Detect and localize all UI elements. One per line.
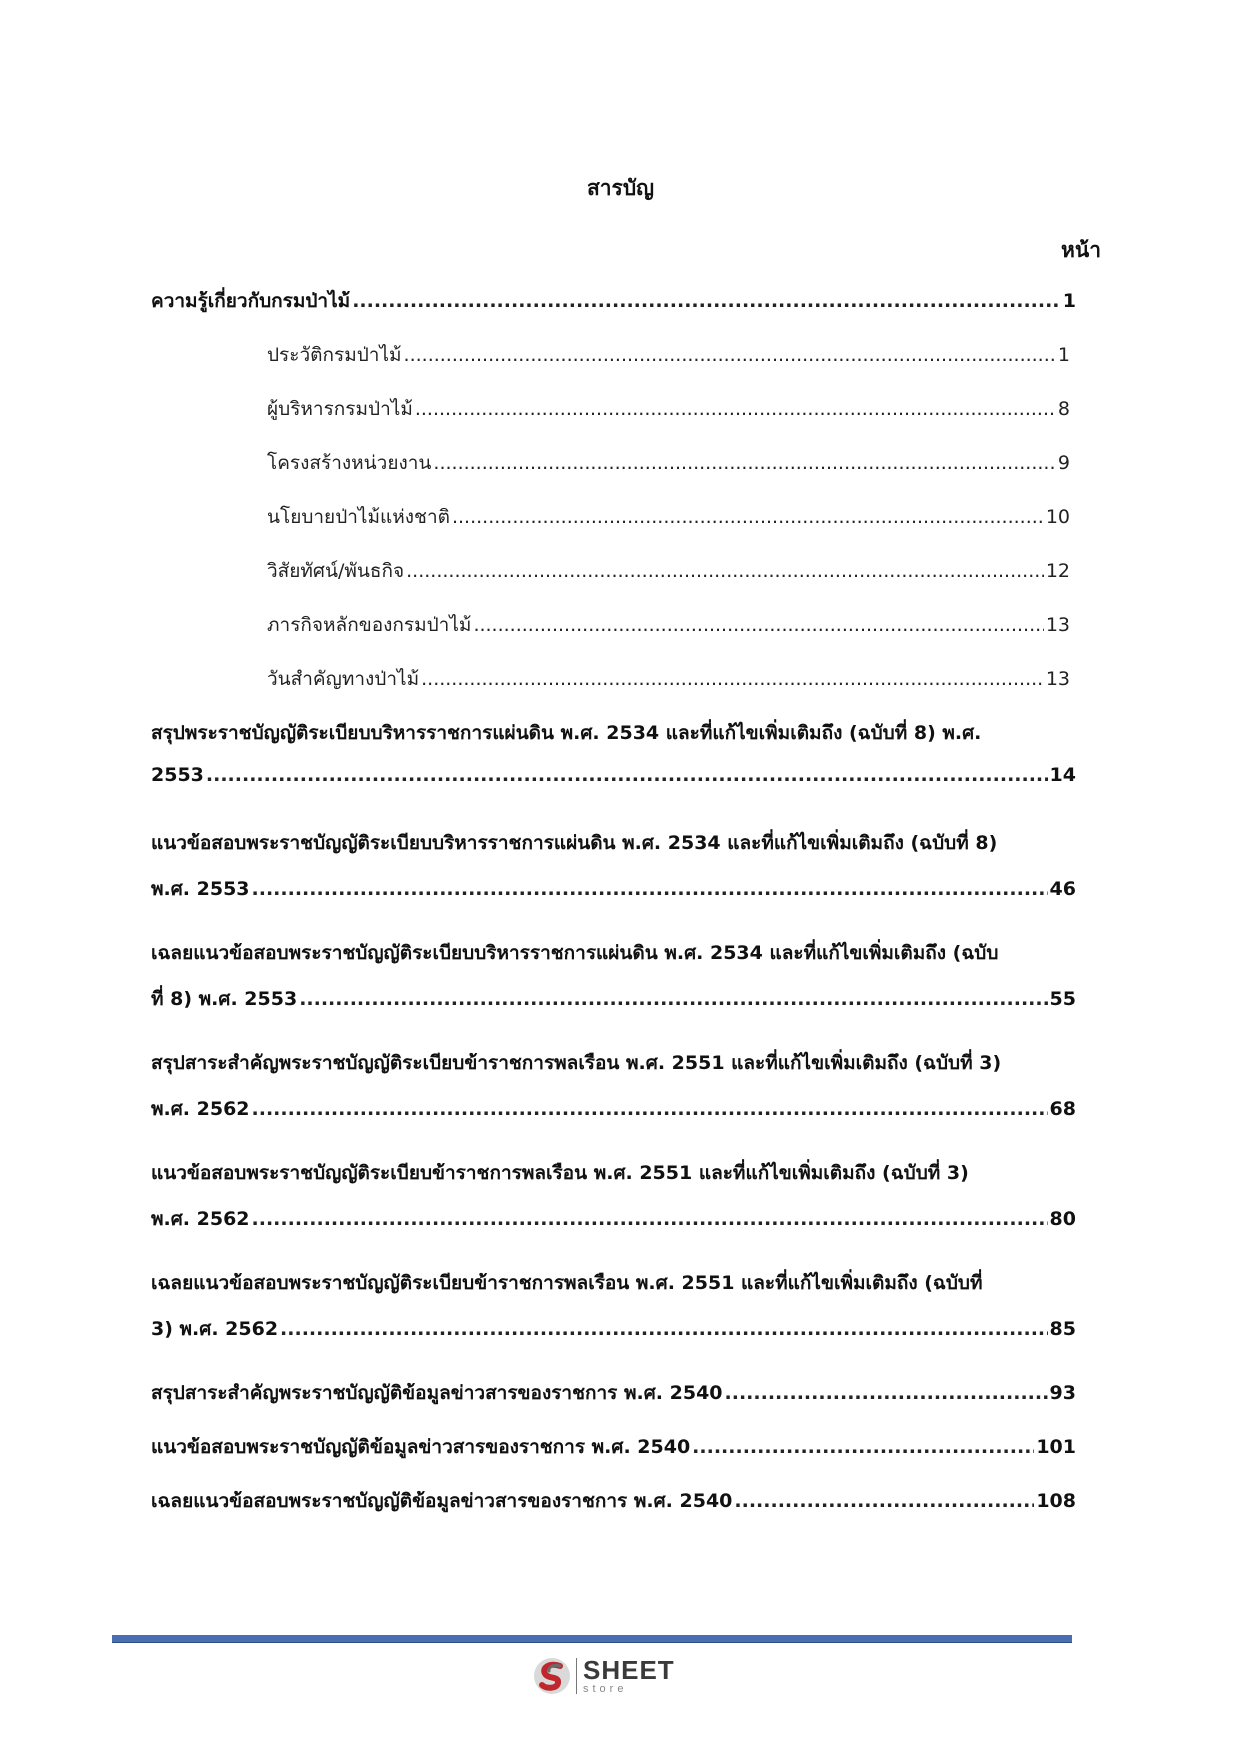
toc-sub-entry [267, 556, 1070, 602]
toc-page-number: 8 [1057, 398, 1070, 420]
toc-entry-title: สรุปสาระสำคัญพระราชบัญญัติระเบียบข้าราชการพลเรือน พ.ศ. 2551 และที่แก้ไขเพิ่มเติมถึง (ฉบับที่ 3) [151, 1052, 1002, 1074]
toc-entry-title: ผู้บริหารกรมป่าไม้ [267, 398, 413, 420]
toc-entry-title: ความรู้เกี่ยวกับกรมป่าไม้ [151, 290, 351, 312]
dot-leader [252, 878, 1048, 900]
logo-separator [576, 1658, 577, 1694]
toc-sub-entry [267, 448, 1070, 494]
footer-rule [112, 1635, 1072, 1643]
dot-leader [406, 560, 1044, 582]
toc-entry-title: วันสำคัญทางป่าไม้ [267, 668, 420, 690]
toc-entry-title: เฉลยแนวข้อสอบพระราชบัญญัติระเบียบบริหารราชการแผ่นดิน พ.ศ. 2534 และที่แก้ไขเพิ่มเติมถึง (ฉบับ [151, 942, 999, 964]
toc-page-number: 85 [1049, 1318, 1076, 1340]
toc-entry-title: 2553 [151, 764, 204, 786]
toc-page-number: 68 [1049, 1098, 1076, 1120]
toc-page-number: 46 [1049, 878, 1076, 900]
toc-main-entry [151, 828, 1076, 920]
dot-leader [415, 398, 1056, 420]
logo-s-icon [532, 1656, 572, 1696]
toc-entry-title: แนวข้อสอบพระราชบัญญัติข้อมูลข่าวสารของราชการ พ.ศ. 2540 [151, 1436, 691, 1458]
dot-leader [473, 614, 1043, 636]
toc-main-entry [151, 1378, 1076, 1424]
page-column-header: หน้า [1061, 238, 1101, 262]
toc-entry-title: นโยบายป่าไม้แห่งชาติ [267, 506, 450, 528]
toc-entry-title: 3) พ.ศ. 2562 [151, 1318, 279, 1340]
toc-page-number: 12 [1045, 560, 1070, 582]
toc-main-entry [151, 938, 1076, 1030]
toc-sub-entry [267, 394, 1070, 440]
toc-page-number: 13 [1045, 668, 1070, 690]
toc-entry-title: พ.ศ. 2562 [151, 1208, 250, 1230]
dot-leader [299, 988, 1047, 1010]
toc-entry-title: โครงสร้างหน่วยงาน [267, 452, 432, 474]
toc-page-number: 55 [1049, 988, 1076, 1010]
toc-page-number: 10 [1045, 506, 1070, 528]
sheet-store-logo [532, 1656, 675, 1696]
toc-page-number: 101 [1036, 1436, 1076, 1458]
dot-leader [404, 344, 1056, 366]
toc-main-entry [151, 718, 1076, 810]
dot-leader [433, 452, 1056, 474]
toc-entry-title: พ.ศ. 2553 [151, 878, 250, 900]
toc-page-number: 1 [1062, 290, 1076, 312]
toc-entry-title: วิสัยทัศน์/พันธกิจ [267, 560, 405, 582]
dot-leader [280, 1318, 1048, 1340]
toc-page-number: 93 [1049, 1382, 1076, 1404]
toc-main-entry [151, 286, 1076, 332]
toc-page-number: 13 [1045, 614, 1070, 636]
toc-main-entry [151, 1432, 1076, 1478]
toc-entry-title: ที่ 8) พ.ศ. 2553 [151, 988, 298, 1010]
toc-sub-entry [267, 340, 1070, 386]
dot-leader [421, 668, 1044, 690]
toc-entry-title: แนวข้อสอบพระราชบัญญัติระเบียบบริหารราชการแผ่นดิน พ.ศ. 2534 และที่แก้ไขเพิ่มเติมถึง (ฉบับที่ 8) [151, 832, 998, 854]
toc-sub-entry [267, 610, 1070, 656]
dot-leader [725, 1382, 1048, 1404]
logo-main-text: SHEET [583, 1655, 675, 1685]
toc-main-entry [151, 1486, 1076, 1532]
dot-leader [352, 290, 1061, 312]
toc-entry-title: ประวัติกรมป่าไม้ [267, 344, 402, 366]
toc-entry-title: สรุปพระราชบัญญัติระเบียบบริหารราชการแผ่นดิน พ.ศ. 2534 และที่แก้ไขเพิ่มเติมถึง (ฉบับที่ 8) พ.ศ. [151, 722, 982, 744]
toc-entry-title: พ.ศ. 2562 [151, 1098, 250, 1120]
page-title: สารบัญ [586, 176, 655, 200]
toc-entry-title: สรุปสาระสำคัญพระราชบัญญัติข้อมูลข่าวสารของราชการ พ.ศ. 2540 [151, 1382, 723, 1404]
dot-leader [734, 1490, 1034, 1512]
dot-leader [252, 1098, 1048, 1120]
toc-main-entry [151, 1048, 1076, 1140]
toc-page-number: 1 [1057, 344, 1070, 366]
toc-entry-title: แนวข้อสอบพระราชบัญญัติระเบียบข้าราชการพลเรือน พ.ศ. 2551 และที่แก้ไขเพิ่มเติมถึง (ฉบับที่ 3) [151, 1162, 969, 1184]
toc-sub-entry [267, 502, 1070, 548]
toc-page-number: 80 [1049, 1208, 1076, 1230]
toc-entry-title: เฉลยแนวข้อสอบพระราชบัญญัติระเบียบข้าราชการพลเรือน พ.ศ. 2551 และที่แก้ไขเพิ่มเติมถึง (ฉบับที่ [151, 1272, 983, 1294]
toc-entry-title: ภารกิจหลักของกรมป่าไม้ [267, 614, 472, 636]
toc-main-entry [151, 1158, 1076, 1250]
toc-entry-title: เฉลยแนวข้อสอบพระราชบัญญัติข้อมูลข่าวสารของราชการ พ.ศ. 2540 [151, 1490, 733, 1512]
toc-page-number: 9 [1057, 452, 1070, 474]
toc-page-number: 14 [1049, 764, 1076, 786]
dot-leader [692, 1436, 1034, 1458]
dot-leader [452, 506, 1044, 528]
dot-leader [206, 764, 1048, 786]
dot-leader [252, 1208, 1048, 1230]
toc-main-entry [151, 1268, 1076, 1360]
logo-sub-text: store [583, 1683, 628, 1695]
toc-page-number: 108 [1036, 1490, 1076, 1512]
toc-sub-entry [267, 664, 1070, 710]
